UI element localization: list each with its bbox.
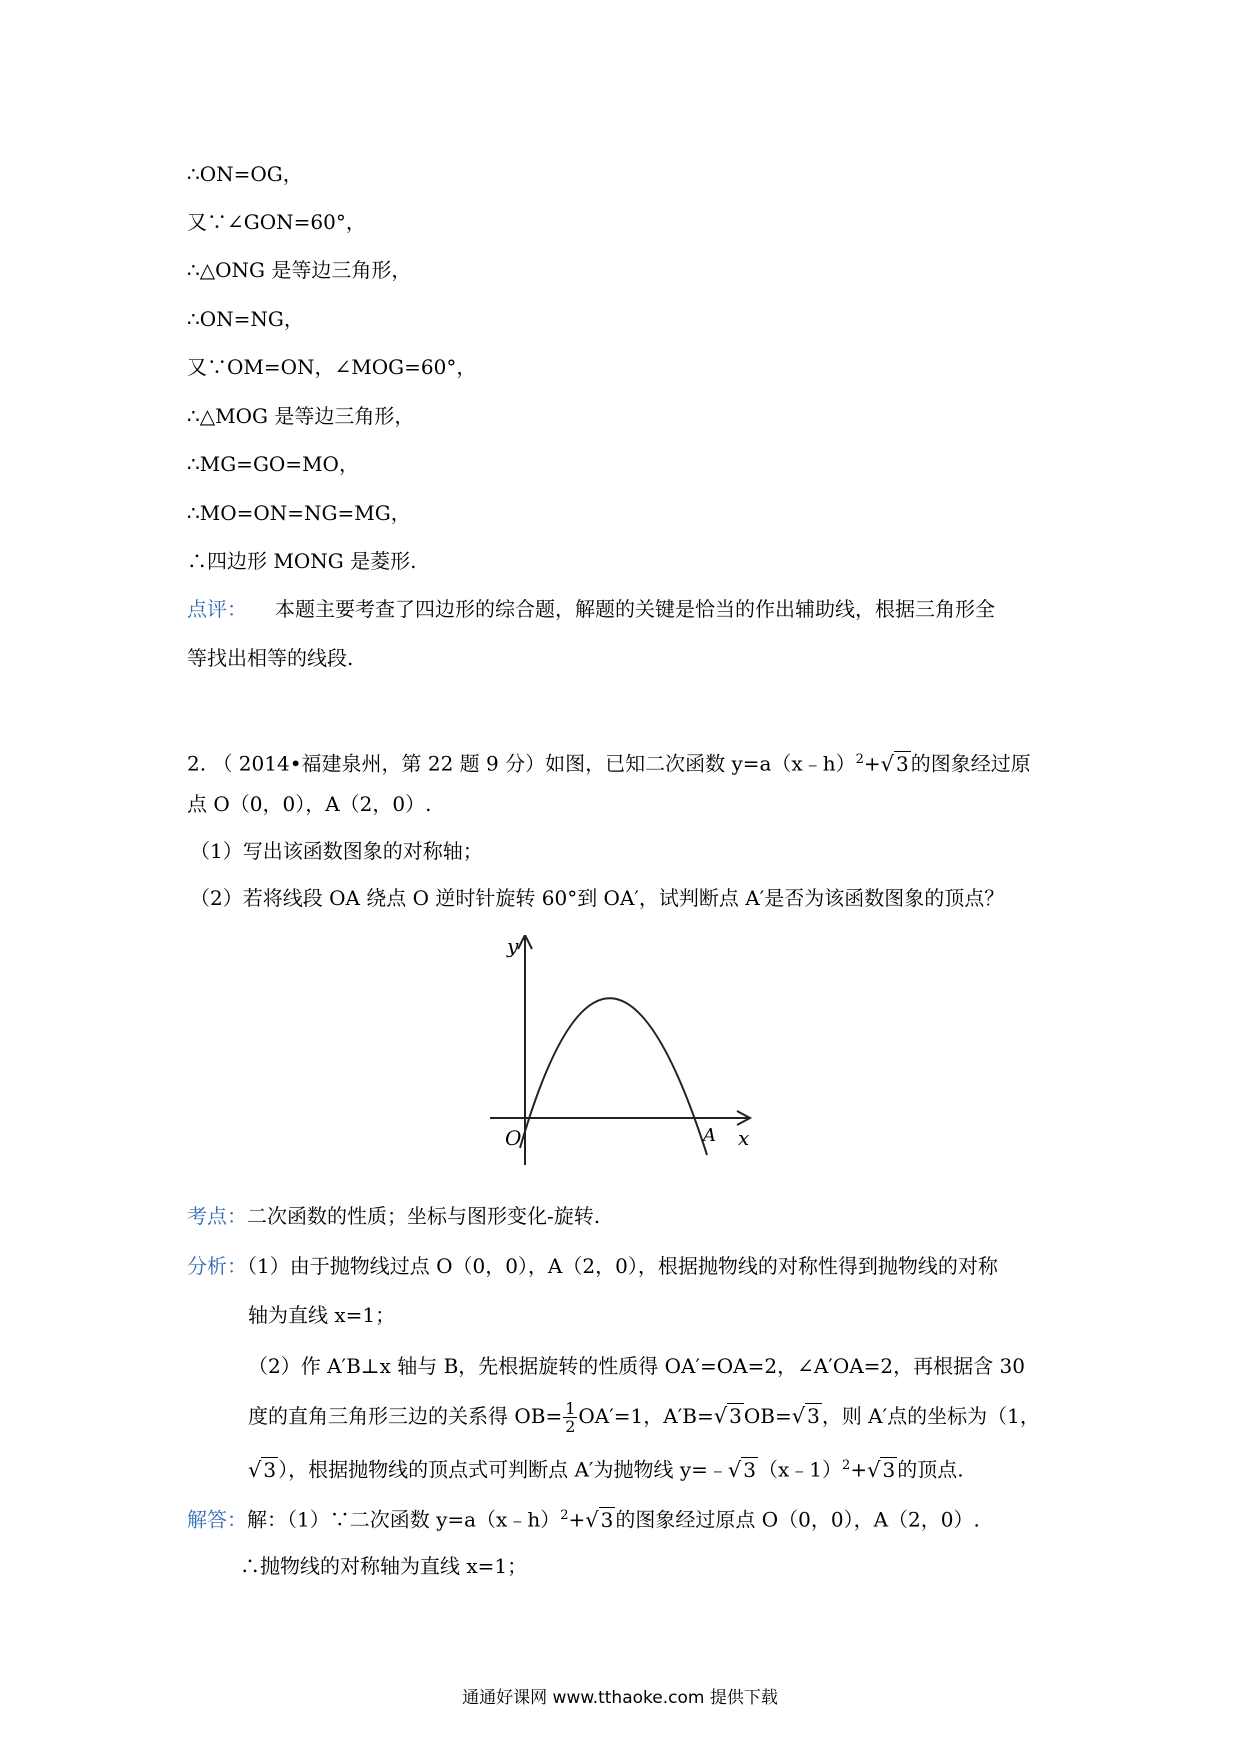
sqrt-value: 3 bbox=[882, 1457, 896, 1482]
fenxi-line-3: （2）作 A′B⊥x 轴与 B，先根据旋转的性质得 OA′=OA=2，∠A′OA=2，再根据含 30 bbox=[248, 1354, 1025, 1378]
fenxi-text-4d: ，则 A′点的坐标为（1， bbox=[821, 1404, 1040, 1428]
sqrt-value: 3 bbox=[743, 1457, 757, 1482]
kaodian-label: 考点： bbox=[187, 1204, 247, 1228]
comment-text-1: 本题主要考查了四边形的综合题，解题的关键是恰当的作出辅助线，根据三角形全 bbox=[275, 597, 995, 621]
proof-line-6: ∴△MOG 是等边三角形， bbox=[187, 404, 415, 428]
fenxi-text-1: （1）由于抛物线过点 O（0，0），A（2，0），根据抛物线的对称性得到抛物线的对称 bbox=[247, 1254, 998, 1278]
jieda-text-1a: 解：（1）∵二次函数 y=a（x﹣h） bbox=[247, 1507, 561, 1532]
fenxi-line-4 bbox=[248, 1400, 1040, 1435]
fraction-numerator: 1 bbox=[565, 1399, 576, 1418]
proof-line-5: 又∵OM=ON，∠MOG=60°， bbox=[187, 355, 477, 379]
point-a-label: A bbox=[703, 1125, 716, 1146]
sqrt-symbol: √ 3 bbox=[867, 1457, 896, 1482]
jieda-label: 解答： bbox=[187, 1507, 247, 1532]
fenxi-sup: 2 bbox=[842, 1458, 851, 1473]
proof-line-2: 又∵∠GON=60°， bbox=[187, 210, 366, 234]
sqrt-symbol: √ 3 bbox=[791, 1404, 820, 1428]
parabola-graph bbox=[475, 935, 765, 1175]
question-text-1b: 的图象经过原 bbox=[910, 751, 1031, 776]
fenxi-text-5b: （x﹣1） bbox=[758, 1457, 843, 1482]
fenxi-label: 分析： bbox=[187, 1254, 247, 1278]
sqrt-symbol: √ 3 bbox=[880, 751, 909, 776]
proof-line-8: ∴MO=ON=NG=MG， bbox=[187, 501, 411, 525]
fenxi-plus: + bbox=[850, 1457, 868, 1482]
sqrt-value: 3 bbox=[807, 1404, 820, 1428]
sqrt-value: 3 bbox=[600, 1507, 614, 1532]
sqrt-symbol: √ 3 bbox=[713, 1404, 742, 1428]
proof-line-9: ∴四边形 MONG 是菱形. bbox=[187, 549, 417, 573]
page-footer: 通通好课网 www.tthaoke.com 提供下载 bbox=[462, 1688, 778, 1708]
comment-label: 点评： bbox=[187, 597, 247, 621]
fenxi-text-4b: OA′=1，A′B= bbox=[578, 1404, 714, 1428]
sqrt-value: 3 bbox=[896, 751, 909, 776]
kaodian-line bbox=[187, 1202, 600, 1230]
question-text-1: 2. （ 2014•福建泉州，第 22 题 9 分）如图，已知二次函数 y=a（x﹣h） bbox=[187, 751, 856, 776]
proof-line-3: ∴△ONG 是等边三角形， bbox=[187, 258, 412, 282]
origin-label: O bbox=[505, 1126, 522, 1150]
jieda-line-2: ∴抛物线的对称轴为直线 x=1； bbox=[240, 1554, 528, 1578]
kaodian-text: 二次函数的性质；坐标与图形变化-旋转. bbox=[247, 1204, 601, 1228]
sqrt-value: 3 bbox=[263, 1457, 277, 1482]
question-part-1: （1）写出该函数图象的对称轴； bbox=[190, 839, 483, 863]
parabola-curve bbox=[520, 998, 707, 1155]
jieda-line-1 bbox=[187, 1502, 980, 1534]
question-line-2: 点 O（0，0），A（2，0）. bbox=[187, 792, 432, 816]
fenxi-text-4c: OB= bbox=[743, 1404, 792, 1428]
proof-line-1: ∴ON=OG， bbox=[187, 162, 303, 186]
comment-line-1 bbox=[187, 595, 995, 623]
question-plus: + bbox=[863, 751, 881, 776]
comment-line-2: 等找出相等的线段. bbox=[187, 646, 354, 670]
fenxi-line-2: 轴为直线 x=1； bbox=[248, 1303, 396, 1327]
fenxi-text-5d: 的顶点. bbox=[897, 1457, 964, 1482]
y-axis-label: y bbox=[507, 935, 519, 958]
fenxi-text-5a: ），根据抛物线的顶点式可判断点 A′为抛物线 y=﹣ bbox=[278, 1457, 728, 1482]
proof-line-4: ∴ON=NG， bbox=[187, 307, 304, 331]
jieda-text-1c: 的图象经过原点 O（0，0），A（2，0）. bbox=[615, 1507, 980, 1532]
x-axis-label: x bbox=[738, 1126, 750, 1150]
question-sup: 2 bbox=[855, 752, 864, 767]
fenxi-line-1 bbox=[187, 1252, 998, 1280]
fenxi-line-5 bbox=[248, 1452, 964, 1484]
sqrt-symbol: √ 3 bbox=[248, 1457, 277, 1482]
sqrt-symbol: √ 3 bbox=[585, 1507, 614, 1532]
fenxi-text-4a: 度的直角三角形三边的关系得 OB= bbox=[248, 1404, 563, 1428]
question-line-1 bbox=[187, 746, 1031, 778]
sqrt-value: 3 bbox=[729, 1404, 742, 1428]
sqrt-symbol: √ 3 bbox=[727, 1457, 757, 1482]
fraction-denominator: 2 bbox=[565, 1417, 576, 1436]
jieda-sup: 2 bbox=[560, 1508, 569, 1523]
question-part-2: （2）若将线段 OA 绕点 O 逆时针旋转 60°到 OA′，试判断点 A′是否为该函数图象的顶点？ bbox=[190, 886, 1005, 910]
jieda-plus: + bbox=[568, 1507, 586, 1532]
fraction-half bbox=[563, 1400, 577, 1435]
proof-line-7: ∴MG=GO=MO， bbox=[187, 452, 359, 476]
